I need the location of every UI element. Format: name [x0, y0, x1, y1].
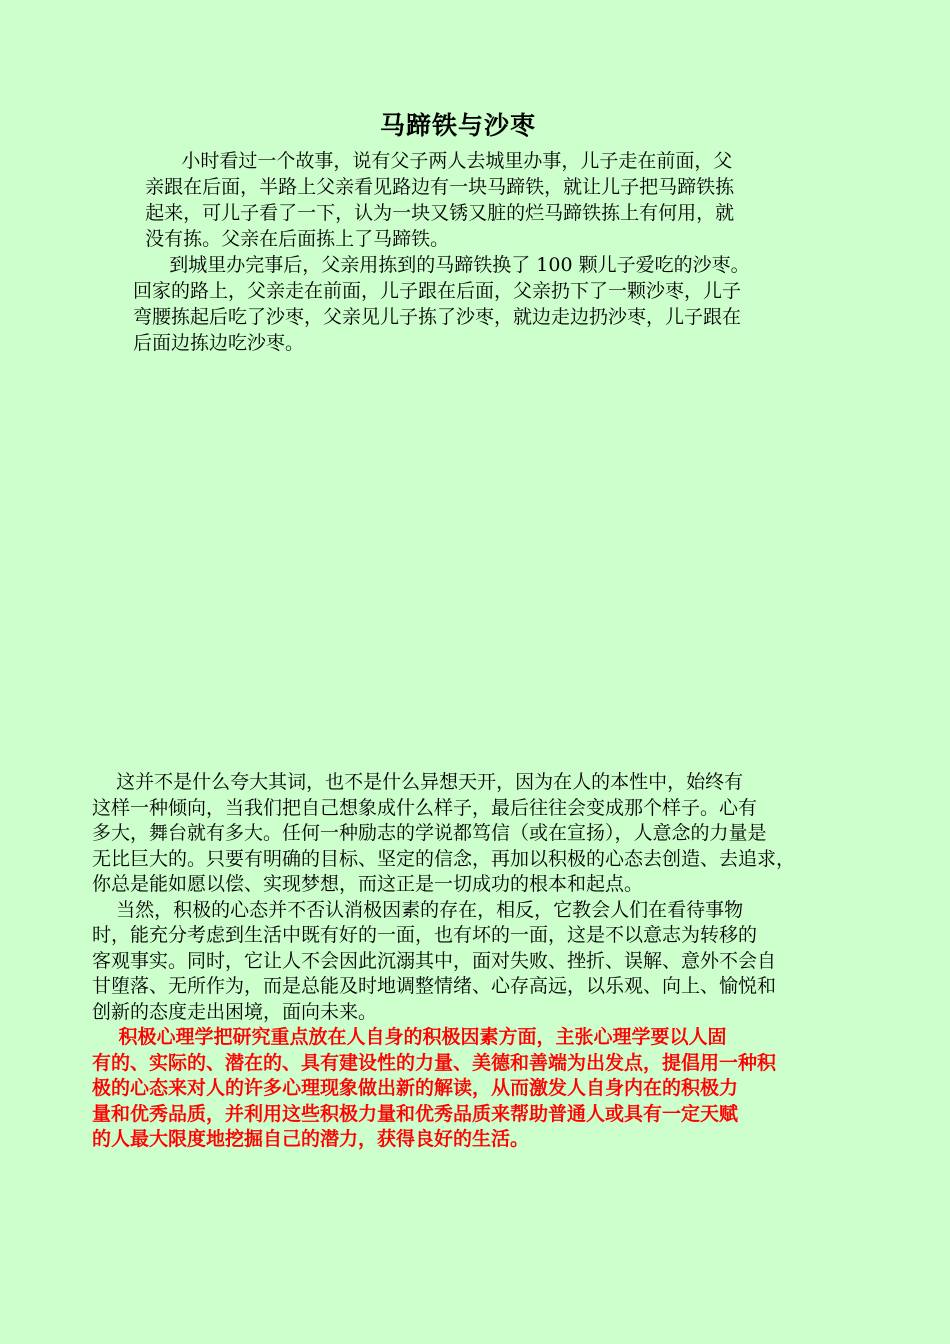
highlight-line: 量和优秀品质，并利用这些积极力量和优秀品质来帮助普通人或具有一定天赋: [92, 1102, 739, 1125]
story-line: 起来，可儿子看了一下，认为一块又锈又脏的烂马蹄铁拣上有何用，就: [133, 202, 735, 224]
highlight-line: 的人最大限度地挖掘自己的潜力，获得良好的生活。: [92, 1128, 530, 1150]
essay-line: 多大，舞台就有多大。任何一种励志的学说都笃信（或在宣扬），人意念的力量是: [92, 822, 767, 844]
essay-line: 你总是能如愿以偿、实现梦想，而这正是一切成功的根本和起点。: [92, 873, 644, 895]
essay-line: 当然，积极的心态并不否认消极因素的存在，相反，它教会人们在看待事物: [92, 898, 744, 921]
essay-line: 这并不是什么夸大其词，也不是什么异想天开，因为在人的本性中，始终有: [92, 771, 744, 793]
story-line: 后面边拣边吃沙枣。: [133, 332, 305, 354]
highlight-line: 有的、实际的、潜在的、具有建设性的力量、美德和善端为出发点，提倡用一种积: [92, 1051, 777, 1074]
story-line: 亲跟在后面，半路上父亲看见路边有一块马蹄铁，就让儿子把马蹄铁拣: [133, 176, 735, 198]
highlight-line: 极的心态来对人的许多心理现象做出新的解读，从而激发人自身内在的积极力: [92, 1077, 739, 1099]
story-line: 回家的路上，父亲走在前面，儿子跟在后面，父亲扔下了一颗沙枣，儿子: [133, 280, 742, 302]
highlight-line: 积极心理学把研究重点放在人自身的积极因素方面，主张心理学要以人固: [92, 1026, 727, 1048]
essay-line: 客观事实。同时，它让人不会因此沉溺其中，面对失败、挫折、误解、意外不会自: [92, 949, 777, 972]
essay-section: [92, 770, 862, 1153]
story-line: 到城里办完事后，父亲用拣到的马蹄铁换了 100 颗儿子爱吃的沙枣。: [133, 254, 750, 276]
essay-line: 无比巨大的。只要有明确的目标、坚定的信念，再加以积极的心态去创造、去追求，: [92, 847, 796, 870]
story-section: [133, 148, 833, 356]
essay-line: 这样一种倾向，当我们把自己想象成什么样子，最后往往会变成那个样子。心有: [92, 796, 758, 819]
essay-line: 甘堕落、无所作为，而是总能及时地调整情绪、心存高远，以乐观、向上、愉悦和: [92, 975, 777, 997]
essay-line: 时，能充分考虑到生活中既有好的一面，也有坏的一面，这是不以意志为转移的: [92, 924, 758, 946]
story-line: 弯腰拣起后吃了沙枣，父亲见儿子拣了沙枣，就边走边扔沙枣，儿子跟在: [133, 306, 742, 328]
story-line: 没有拣。父亲在后面拣上了马蹄铁。: [133, 228, 450, 250]
page-title: 马蹄铁与沙枣: [379, 111, 536, 140]
story-line: 小时看过一个故事，说有父子两人去城里办事，儿子走在前面，父: [133, 150, 733, 172]
essay-line: 创新的态度走出困境，面向未来。: [92, 1000, 378, 1023]
